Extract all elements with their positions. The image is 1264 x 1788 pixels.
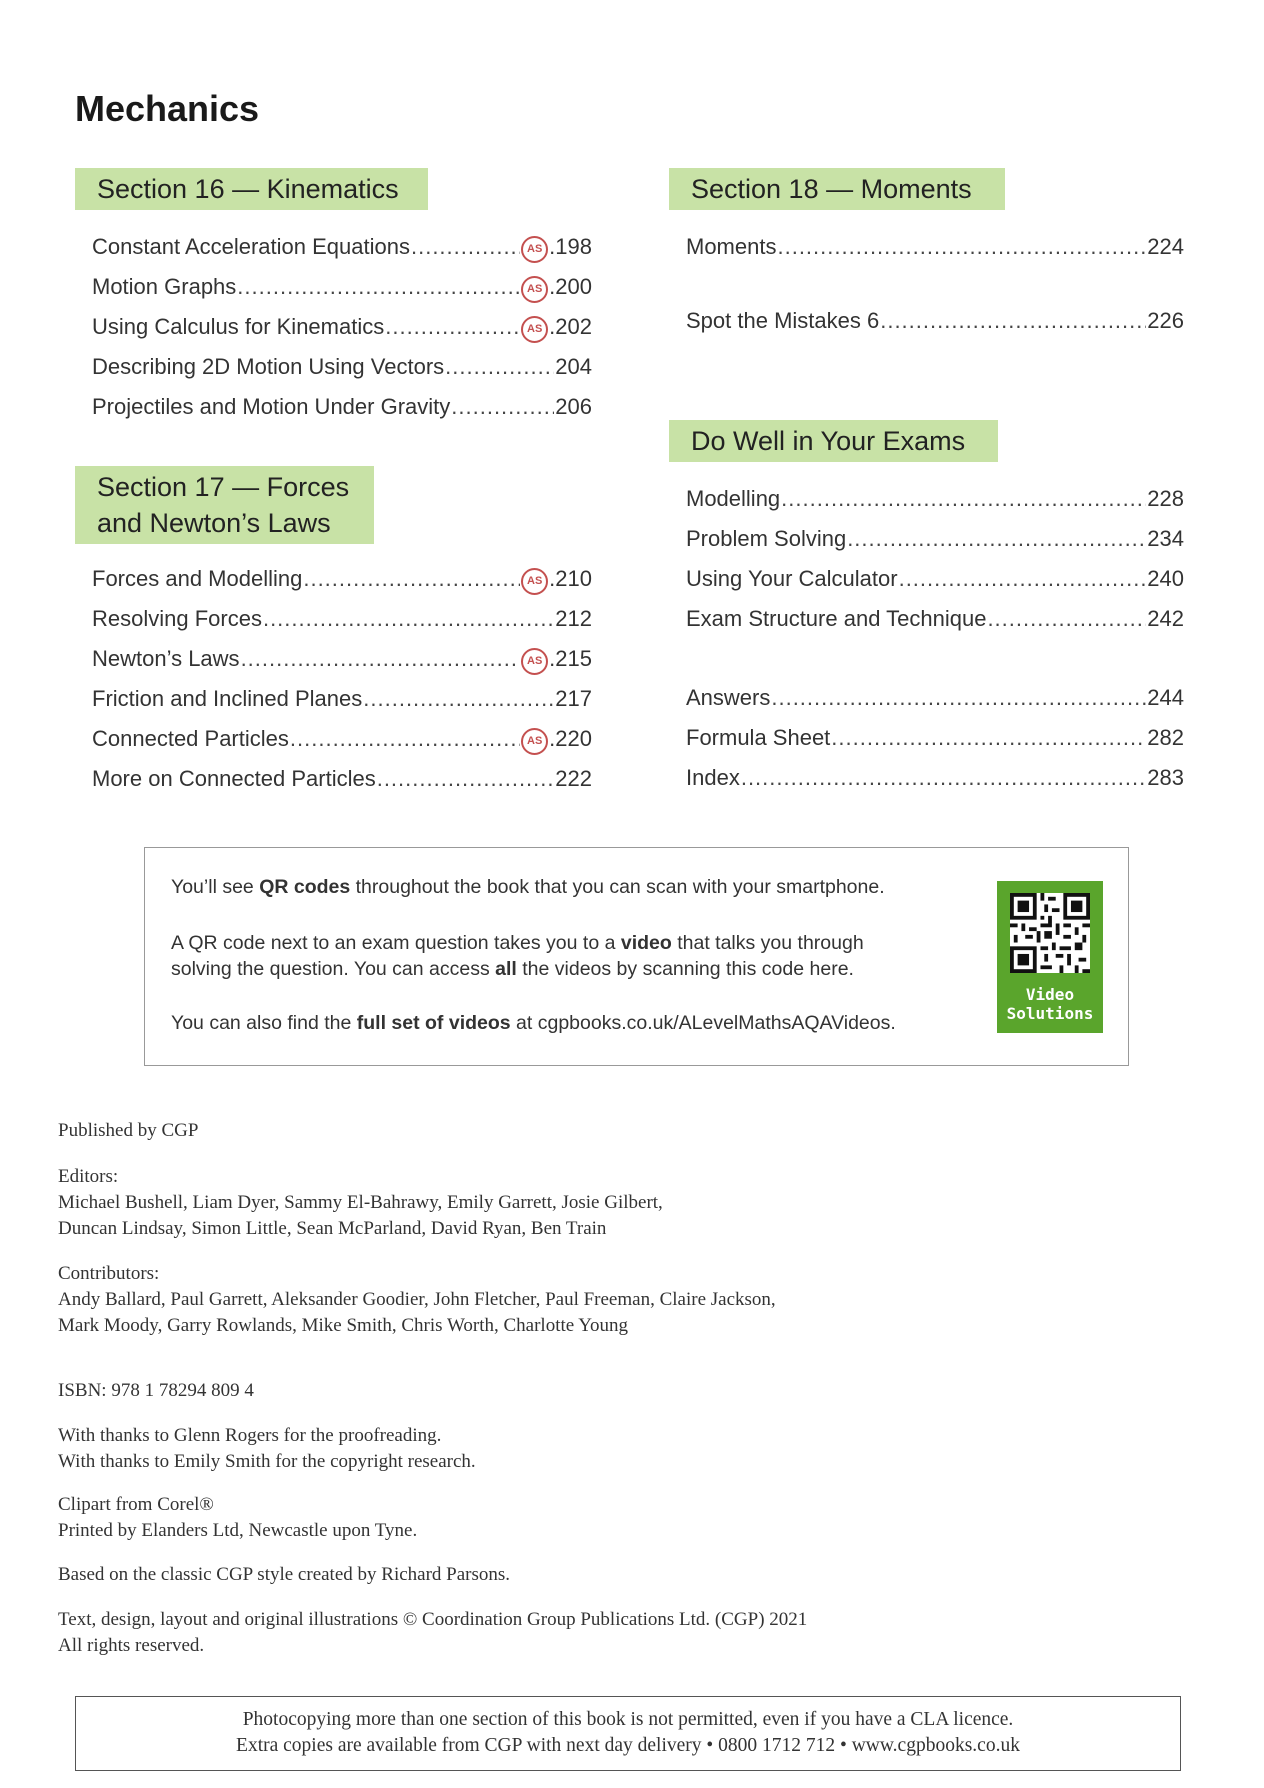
published-by: Published by CGP xyxy=(58,1120,199,1141)
toc-row[interactable]: Describing 2D Motion Using Vectors ..... 204 xyxy=(92,340,592,380)
qr-info-line: You can also find the full set of videos at cgpbooks.co.uk/ALevelMathsAQAVideos. xyxy=(171,1012,896,1034)
as-badge-icon: AS xyxy=(521,648,548,675)
page-title: Mechanics xyxy=(75,88,260,129)
exams-toc xyxy=(686,472,1184,632)
toc-row[interactable]: Using Calculus for Kinematics ..... AS .202 xyxy=(92,300,592,340)
toc-row[interactable]: Problem Solving ..... 234 xyxy=(686,512,1184,552)
as-badge-icon: AS xyxy=(521,236,548,263)
cgp-style-credit: Based on the classic CGP style created by Richard Parsons. xyxy=(58,1564,511,1585)
toc-row[interactable]: Using Your Calculator ..... 240 xyxy=(686,552,1184,592)
clipart-printer: Clipart from Corel® Printed by Elanders Ltd, Newcastle upon Tyne. xyxy=(58,1494,418,1541)
toc-row[interactable]: Index ..... 283 xyxy=(686,751,1184,791)
toc-row[interactable]: Projectiles and Motion Under Gravity ..... 206 xyxy=(92,380,592,420)
video-solutions-label: Video Solutions xyxy=(1006,985,1094,1023)
copyright: Text, design, layout and original illustrations © Coordination Group Publications Ltd. (CGP) 2021 All rights reserved. xyxy=(58,1609,808,1656)
qr-info-line: A QR code next to an exam question takes you to a video that talks you through xyxy=(171,932,864,954)
qr-info-line: solving the question. You can access all the videos by scanning this code here. xyxy=(171,958,854,980)
qr-info-box xyxy=(144,847,1129,1066)
as-badge-icon: AS xyxy=(521,568,548,595)
toc-row[interactable]: Formula Sheet ..... 282 xyxy=(686,711,1184,751)
toc-row[interactable]: Moments ..... 224 xyxy=(686,220,1184,260)
as-badge-icon: AS xyxy=(521,316,548,343)
video-solutions-qr-tile[interactable] xyxy=(997,881,1103,1033)
toc-row[interactable]: Exam Structure and Technique ..... 242 xyxy=(686,592,1184,632)
qr-code-icon[interactable] xyxy=(1010,893,1090,973)
back-matter-toc xyxy=(686,671,1184,791)
exams-heading: Do Well in Your Exams xyxy=(669,420,998,462)
section-17-toc xyxy=(92,552,592,792)
toc-row[interactable]: Motion Graphs ..... AS .200 xyxy=(92,260,592,300)
acknowledgements: With thanks to Glenn Rogers for the proofreading. With thanks to Emily Smith for the copyright research. xyxy=(58,1425,476,1472)
toc-row[interactable]: Modelling ..... 228 xyxy=(686,472,1184,512)
section-16-heading: Section 16 — Kinematics xyxy=(75,168,428,210)
section-16-toc xyxy=(92,220,592,420)
as-badge-icon: AS xyxy=(521,728,548,755)
toc-row[interactable]: Forces and Modelling ..... AS .210 xyxy=(92,552,592,592)
toc-row[interactable]: Connected Particles ..... AS .220 xyxy=(92,712,592,752)
toc-row[interactable]: Friction and Inclined Planes ..... 217 xyxy=(92,672,592,712)
section-18-toc xyxy=(686,220,1184,334)
qr-info-line: You’ll see QR codes throughout the book that you can scan with your smartphone. xyxy=(171,876,885,898)
toc-row[interactable]: Constant Acceleration Equations ..... AS .198 xyxy=(92,220,592,260)
toc-row[interactable]: Answers ..... 244 xyxy=(686,671,1184,711)
toc-row[interactable]: Spot the Mistakes 6 ..... 226 xyxy=(686,294,1184,334)
section-18-heading: Section 18 — Moments xyxy=(669,168,1005,210)
toc-row[interactable]: Resolving Forces ..... 212 xyxy=(92,592,592,632)
toc-row[interactable]: More on Connected Particles ..... 222 xyxy=(92,752,592,792)
section-17-heading: Section 17 — Forces and Newton’s Laws xyxy=(75,466,374,544)
as-badge-icon: AS xyxy=(521,276,548,303)
isbn: ISBN: 978 1 78294 809 4 xyxy=(58,1380,254,1401)
photocopy-notice: Photocopying more than one section of this book is not permitted, even if you have a CLA licence. Extra copies are available from CGP with next day delivery • 0800 1712 712 • www.cgpbooks.co.uk xyxy=(75,1696,1181,1771)
contributors: Contributors: Andy Ballard, Paul Garrett, Aleksander Goodier, John Fletcher, Paul Freeman, Claire Jackson, Mark Moody, Garry Rowlands, Mike Smith, Chris Worth, Charlotte Young xyxy=(58,1263,776,1336)
editors: Editors: Michael Bushell, Liam Dyer, Sammy El-Bahrawy, Emily Garrett, Josie Gilbert, Duncan Lindsay, Simon Little, Sean McParland, David Ryan, Ben Train xyxy=(58,1166,663,1239)
toc-row[interactable]: Newton’s Laws ..... AS .215 xyxy=(92,632,592,672)
